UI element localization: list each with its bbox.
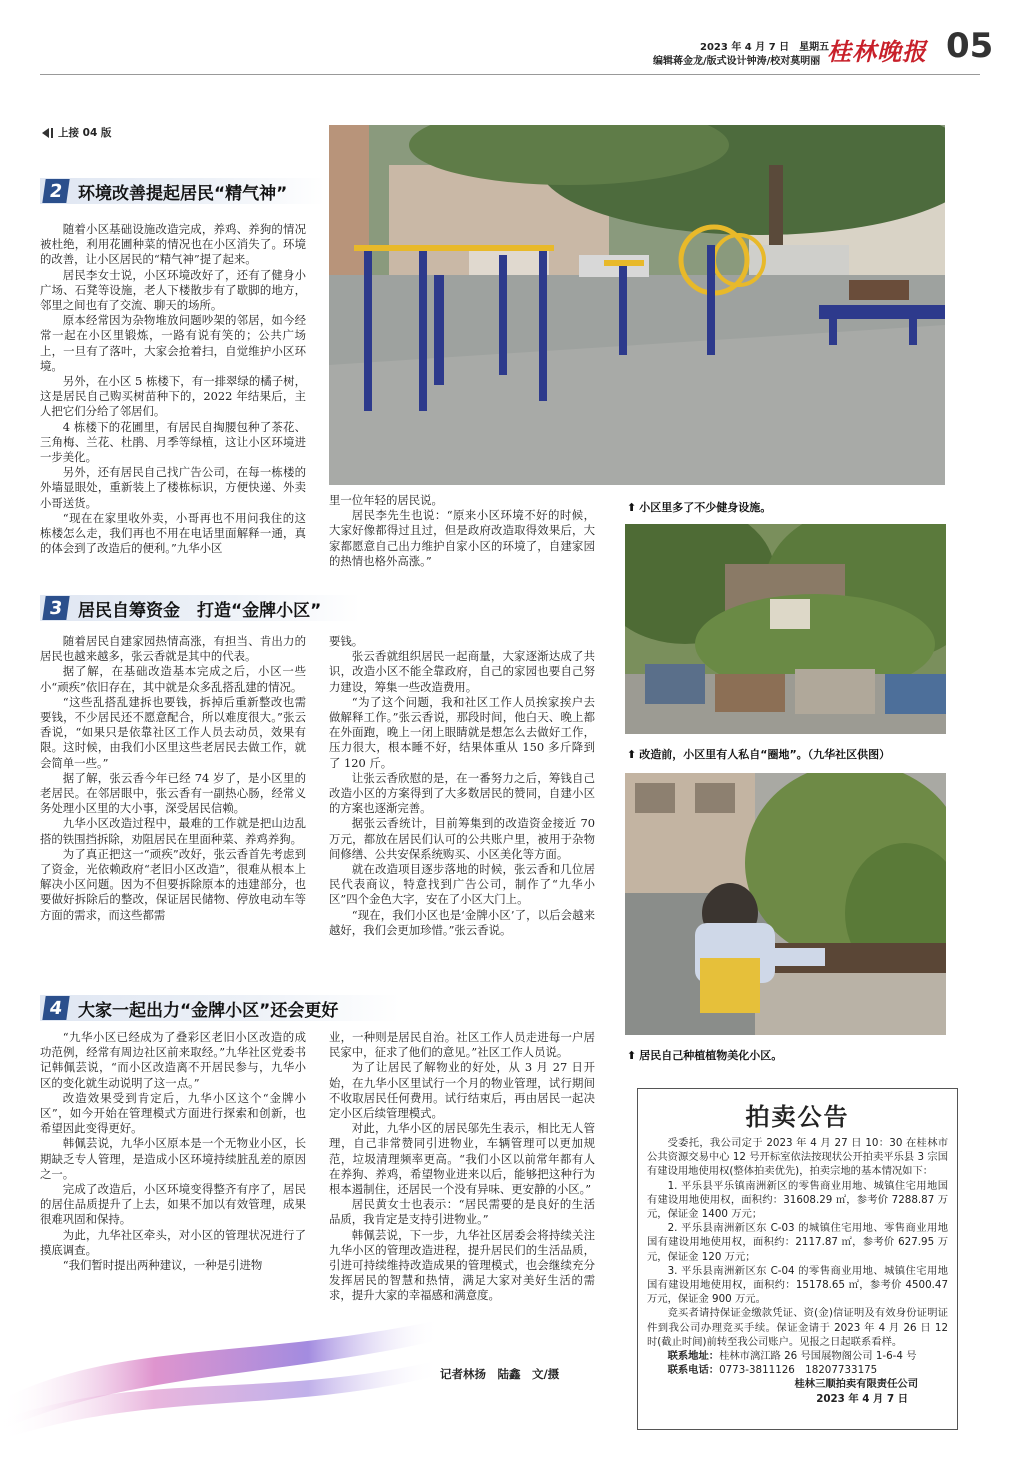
before-photo-illustration bbox=[625, 524, 946, 734]
auction-date: 2023 年 4 月 7 日 bbox=[816, 1392, 908, 1405]
paragraph: 居民黄女士也表示：“居民需要的是良好的生活品质，我肯定是支持引进物业。” bbox=[329, 1197, 595, 1227]
paragraph: 就在改造项目逐步落地的时候，张云香和几位居民代表商议，特意找到广告公司，制作了“九华小区”四个金色大字，安在了小区大门上。 bbox=[329, 862, 595, 907]
section2-col2 bbox=[329, 493, 595, 569]
auction-item: 1. 平乐县平乐镇南洲新区的零售商业用地、城镇住宅用地国有建设用地使用权，面积约：31608.29 ㎡，参考价 7288.87 万元，保证金 1400 万元； bbox=[647, 1179, 948, 1221]
page-number: 05 bbox=[946, 26, 994, 66]
section2-col1 bbox=[40, 222, 306, 556]
issue-date: 2023 年 4 月 7 日 星期五 bbox=[700, 42, 830, 53]
editors-line: 编辑蒋金龙/版式设计钟涛/校对莫明丽 bbox=[653, 56, 821, 67]
fitness-equipment-photo bbox=[329, 125, 945, 485]
section4-heading bbox=[44, 995, 338, 1021]
auction-body bbox=[638, 1132, 957, 1406]
paragraph: 另外，还有居民自己找广告公司，在每一栋楼的外墙显眼处，重新装上了楼栋标识，方便快递、外卖小哥送货。 bbox=[40, 465, 306, 510]
paragraph: “为了这个问题，我和社区工作人员挨家挨户去做解释工作。”张云香说，那段时间，他白天、晚上都在外面跑，晚上一闭上眼睛就是想怎么去做好工作，压力很大，根本睡不好，结果体重从 150 多斤降到了 120 斤。 bbox=[329, 694, 595, 770]
auction-notice-box bbox=[637, 1088, 958, 1430]
paragraph: 居民李先生也说：“原来小区环境不好的时候，大家好像都得过且过，但是政府改造取得效果后，大家都愿意自己出力维护自家小区的环境了，自建家园的热情也格外高涨。” bbox=[329, 508, 595, 568]
paragraph: 让张云香欣慰的是，在一番努力之后，筹钱自己改造小区的方案得到了大多数居民的赞同，自建小区的方案也逐渐完善。 bbox=[329, 770, 595, 816]
continued-marker: 上接 04 版 bbox=[42, 125, 111, 140]
paragraph: “我们暂时提出两种建议，一种是引进物 bbox=[62, 1258, 263, 1273]
header-divider bbox=[40, 74, 980, 75]
section3-col2 bbox=[329, 634, 595, 938]
auction-notice: 竞买者请持保证金缴款凭证、资(金)信证明及有效身份证明证件到我公司办理竞买手续。保证金请于 2023 年 4 月 26 日 12 时(截止时间)前转至我公司账户。见报之日起联系看样。 bbox=[647, 1307, 948, 1348]
paragraph: “现在在家里收外卖，小哥再也不用问我住的这栋楼怎么走，我们再也不用在电话里面解释一通，真的体会到了改造后的便利。”九华小区 bbox=[40, 510, 306, 556]
decorative-ribbon bbox=[0, 1280, 440, 1457]
resident-planting-photo bbox=[625, 773, 946, 1035]
paragraph: 随着小区基础设施改造完成，养鸡、养狗的情况被杜绝，利用花圃种菜的情况也在小区消失了。环境的改善，让小区居民的“精气神”提了起来。 bbox=[40, 222, 306, 267]
auction-address: 联系地址：桂林市漓江路 26 号国展物阁公司 1-6-4 号 bbox=[667, 1350, 917, 1363]
section2-heading bbox=[44, 178, 287, 204]
paragraph: 随着居民自建家园热情高涨，有担当、肯出力的居民也越来越多，张云香就是其中的代表。 bbox=[40, 634, 306, 664]
section-number: 2 bbox=[42, 179, 69, 203]
paragraph: 为了让居民了解物业的好处，从 3 月 27 日开始，在九华小区里试行一个月的物业管理，试行期间不收取居民任何费用。试行结束后，再由居民一起决定小区后续管理模式。 bbox=[329, 1060, 595, 1121]
paper-logo: 桂林晚报 bbox=[827, 37, 927, 66]
section-number: 3 bbox=[42, 596, 69, 620]
paragraph: 为了真正把这一“顽疾”改好，张云香首先考虑到了资金，光依赖政府“老旧小区改造”，很难从根本上解决小区问题。因为不但要拆除原本的违建部分，也要做好拆除后的整改，保证居民储物、停放电动车等方面的需求，而这些都需 bbox=[40, 846, 306, 922]
paragraph: 另外，在小区 5 栋楼下，有一排翠绿的橘子树，这是居民自己购买树苗种下的，2022 年结果后，主人把它们分给了邻居们。 bbox=[40, 374, 306, 419]
paragraph: 业，一种则是居民自治。社区工作人员走进每一户居民家中，征求了他们的意见。”社区工作人员说。 bbox=[329, 1030, 595, 1060]
paragraph: 4 栋楼下的花圃里，有居民自掏腰包种了茶花、三角梅、兰花、杜鹃、月季等绿植，这让小区环境进一步美化。 bbox=[40, 419, 306, 465]
paragraph: 居民李女士说，小区环境改好了，还有了健身小广场、石凳等设施，老人下楼散步有了歇脚的地方，邻里之间也有了交流、聊天的场所。 bbox=[40, 267, 306, 313]
before-renovation-photo bbox=[625, 524, 946, 734]
paragraph: 张云香就组织居民一起商量，大家逐渐达成了共识，改造小区不能全靠政府，自己的家园也要自己努力建设，筹集一些改造费用。 bbox=[329, 649, 595, 694]
up-arrow-icon: ⬆ bbox=[627, 748, 637, 761]
paragraph: 韩佩芸说，下一步，九华社区居委会将持续关注九华小区的管理改造进程，提升居民们的生活品质，引进可持续维持改造成果的管理模式，也会继续充分发挥居民的智慧和热情，满足大家对美好生活的需求，提升大家的幸福感和满意度。 bbox=[329, 1227, 595, 1303]
section-title: 大家一起出力“金牌小区”还会更好 bbox=[78, 1000, 339, 1021]
paragraph: 九华小区改造过程中，最难的工作就是把山边乱搭的铁围挡拆除，劝阻居民在里面种菜、养鸡养狗。 bbox=[40, 816, 306, 846]
auction-item: 3. 平乐县南洲新区东 C-04 的零售商业用地、城镇住宅用地国有建设用地使用权，面积约：15178.65 ㎡，参考价 4500.47 万元，保证金 900 万元。 bbox=[647, 1264, 948, 1306]
speaker-icon bbox=[42, 128, 49, 138]
section-title: 居民自筹资金 打造“金牌小区” bbox=[78, 600, 322, 621]
auction-intro: 受委托，我公司定于 2023 年 4 月 27 日 10：30 在桂林市公共资源交易中心 12 号开标室依法按现状公开拍卖平乐县 3 宗国有建设用地使用权(整体拍卖优先)，拍卖宗地的基本情况如下： bbox=[647, 1137, 948, 1178]
up-arrow-icon: ⬆ bbox=[627, 501, 637, 514]
auction-item: 2. 平乐县南洲新区东 C-03 的城镇住宅用地、零售商业用地国有建设用地使用权，面积约：2117.87 ㎡，参考价 627.95 万元，保证金 120 万元； bbox=[647, 1222, 948, 1263]
paragraph: 要钱。 bbox=[329, 634, 364, 648]
byline: 记者林扬 陆鑫 文/摄 bbox=[440, 1367, 560, 1381]
fitness-photo-illustration bbox=[329, 125, 945, 485]
auction-phone: 联系电话：0773-3811126 18207733175 bbox=[667, 1364, 878, 1377]
paragraph: 对此，九华小区的居民邬先生表示，相比无人管理，自己非常赞同引进物业，车辆管理可以更加规范，垃圾清理频率更高。“我们小区以前常年都有人在养狗、养鸡，希望物业进来以后，能够把这种行为根本遏制住，还居民一个没有异味、更安静的小区。” bbox=[329, 1121, 595, 1197]
paragraph: 据张云香统计，目前筹集到的改造资金接近 70 万元，都放在居民们认可的公共账户里，被用于杂物间修缮、公共安保系统购买、小区美化等方面。 bbox=[329, 816, 595, 861]
paragraph: 改造效果受到肯定后，九华小区这个“金牌小区”，如今开始在管理模式方面进行探索和创新，也希望因此变得更好。 bbox=[40, 1090, 306, 1136]
photo1-caption: ⬆ 小区里多了不少健身设施。 bbox=[627, 501, 772, 514]
paragraph: 原本经常因为杂物堆放问题吵架的邻居，如今经常一起在小区里锻炼，一路有说有笑的；公共广场上，一旦有了落叶，大家会抢着扫，自觉维护小区环境。 bbox=[40, 313, 306, 373]
paragraph: “九华小区已经成为了叠彩区老旧小区改造的成功范例，经常有周边社区前来取经。”九华社区党委书记韩佩芸说，“而小区改造离不开居民参与，九华小区的变化就生动说明了这一点。” bbox=[40, 1030, 306, 1090]
up-arrow-icon: ⬆ bbox=[627, 1049, 637, 1062]
planting-photo-illustration bbox=[625, 773, 946, 1035]
auction-title: 拍卖公告 bbox=[745, 1103, 850, 1131]
section-number: 4 bbox=[42, 996, 69, 1020]
paragraph: 完成了改造后，小区环境变得整齐有序了，居民的居住品质提升了上去，如果不加以有效管理，成果很难巩固和保持。 bbox=[40, 1182, 306, 1227]
photo3-caption: ⬆ 居民自己种植植物美化小区。 bbox=[627, 1049, 783, 1062]
paragraph: 里一位年轻的居民说。 bbox=[329, 493, 443, 507]
paragraph: 据了解，张云香今年已经 74 岁了，是小区里的老居民。在邻居眼中，张云香有一副热心肠，经常义务处理小区里的大小事，深受居民信赖。 bbox=[40, 770, 306, 816]
photo2-caption: ⬆ 改造前，小区里有人私自“圈地”。（九华社区供图） bbox=[627, 748, 891, 761]
section-title: 环境改善提起居民“精气神” bbox=[78, 183, 288, 204]
auction-company: 桂林三顺拍卖有限责任公司 bbox=[794, 1378, 918, 1391]
paragraph: 韩佩芸说，九华小区原本是一个无物业小区，长期缺乏专人管理，是造成小区环境持续脏乱差的原因之一。 bbox=[40, 1136, 306, 1181]
paragraph: “现在，我们小区也是‘金牌小区’了，以后会越来越好，我们会更加珍惜。”张云香说。 bbox=[329, 907, 595, 937]
double-bar-icon bbox=[51, 128, 53, 138]
paragraph: “这些乱搭乱建拆也要钱，拆掉后重新整改也需要钱，不少居民还不愿意配合，所以难度很大。”张云香说，“如果只是依靠社区工作人员去动员，效果有限。这时候，由我们小区里这些老居民去做工作，就会简单一些。” bbox=[40, 694, 306, 770]
section3-heading bbox=[44, 595, 321, 621]
section4-col1 bbox=[40, 1030, 306, 1273]
section4-col2 bbox=[329, 1030, 595, 1304]
paragraph: 为此，九华社区牵头，对小区的管理状况进行了摸底调查。 bbox=[40, 1227, 306, 1257]
paragraph: 据了解，在基础改造基本完成之后，小区一些小“顽疾”依旧存在，其中就是众多乱搭乱建的情况。 bbox=[40, 664, 306, 694]
section3-col1 bbox=[40, 634, 306, 923]
